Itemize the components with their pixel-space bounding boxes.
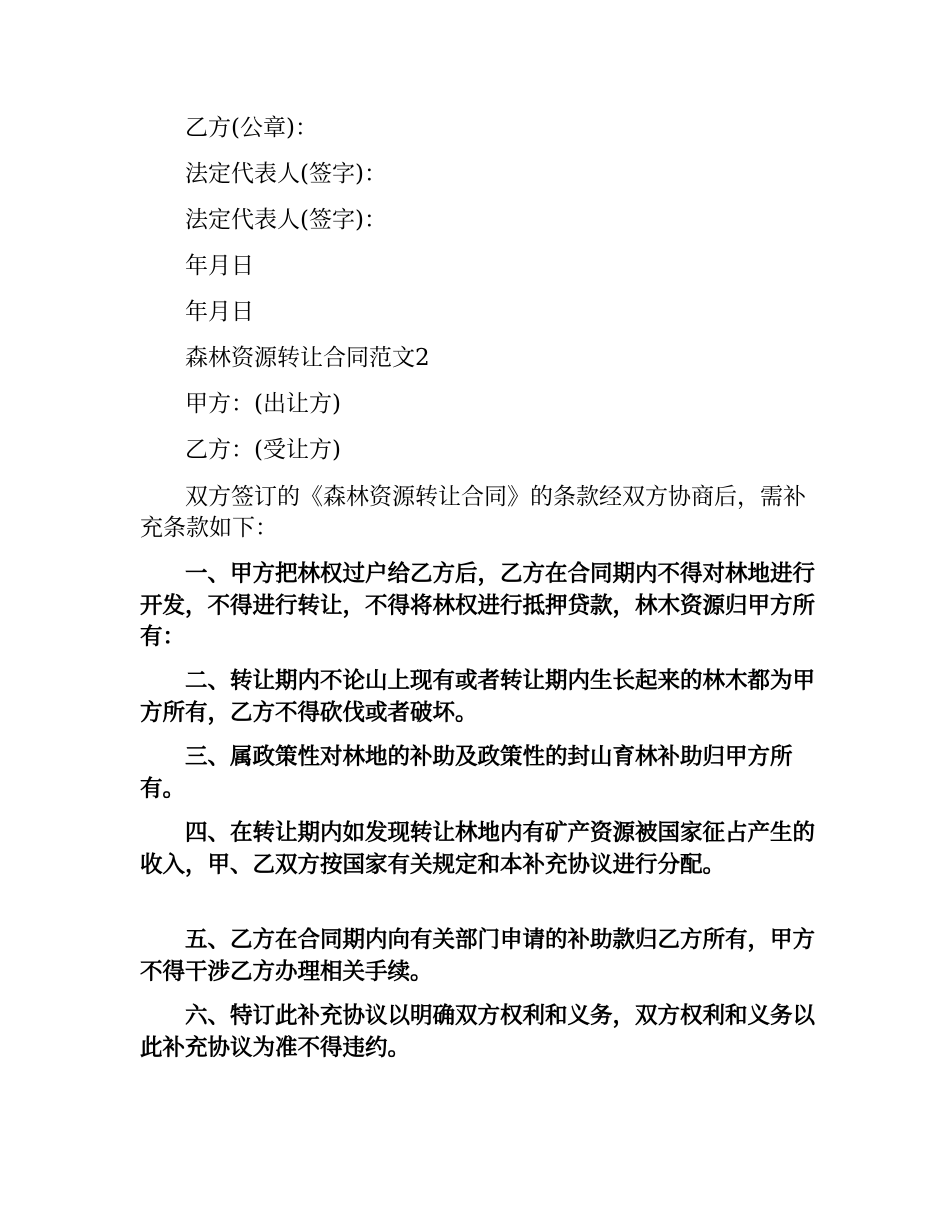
- signature-line-legal-rep-2: 法定代表人(签字)：: [185, 207, 387, 233]
- clause-6: 六、特订此补充协议以明确双方权利和义务，双方权利和义务以此补充协议为准不得违约。: [140, 1003, 816, 1061]
- clause-1: 一、甲方把林权过户给乙方后，乙方在合同期内不得对林地进行开发，不得进行转让，不得将林权进行抵押贷款，林木资源归甲方所有：: [140, 561, 816, 650]
- date-line-1: 年月日: [185, 253, 254, 279]
- clause-2: 二、转让期内不论山上现有或者转让期内生长起来的林木都为甲方所有，乙方不得砍伐或者破坏。: [140, 668, 816, 726]
- clause-4: 四、在转让期内如发现转让林地内有矿产资源被国家征占产生的收入，甲、乙双方按国家有关规定和本补充协议进行分配。: [140, 820, 816, 878]
- clause-5: 五、乙方在合同期内向有关部门申请的补助款归乙方所有，甲方不得干涉乙方办理相关手续。: [140, 927, 816, 985]
- signature-line-party-b-seal: 乙方(公章)：: [185, 115, 318, 141]
- party-a-line: 甲方：(出让方): [185, 391, 341, 417]
- party-b-line: 乙方：(受让方): [185, 437, 341, 463]
- signature-line-legal-rep-1: 法定代表人(签字)：: [185, 161, 387, 187]
- date-line-2: 年月日: [185, 299, 254, 325]
- intro-paragraph: 双方签订的《森林资源转让合同》的条款经双方协商后，需补充条款如下：: [140, 484, 806, 541]
- section-title: 森林资源转让合同范文2: [185, 345, 430, 371]
- clause-3: 三、属政策性对林地的补助及政策性的封山育林补助归甲方所有。: [140, 744, 793, 802]
